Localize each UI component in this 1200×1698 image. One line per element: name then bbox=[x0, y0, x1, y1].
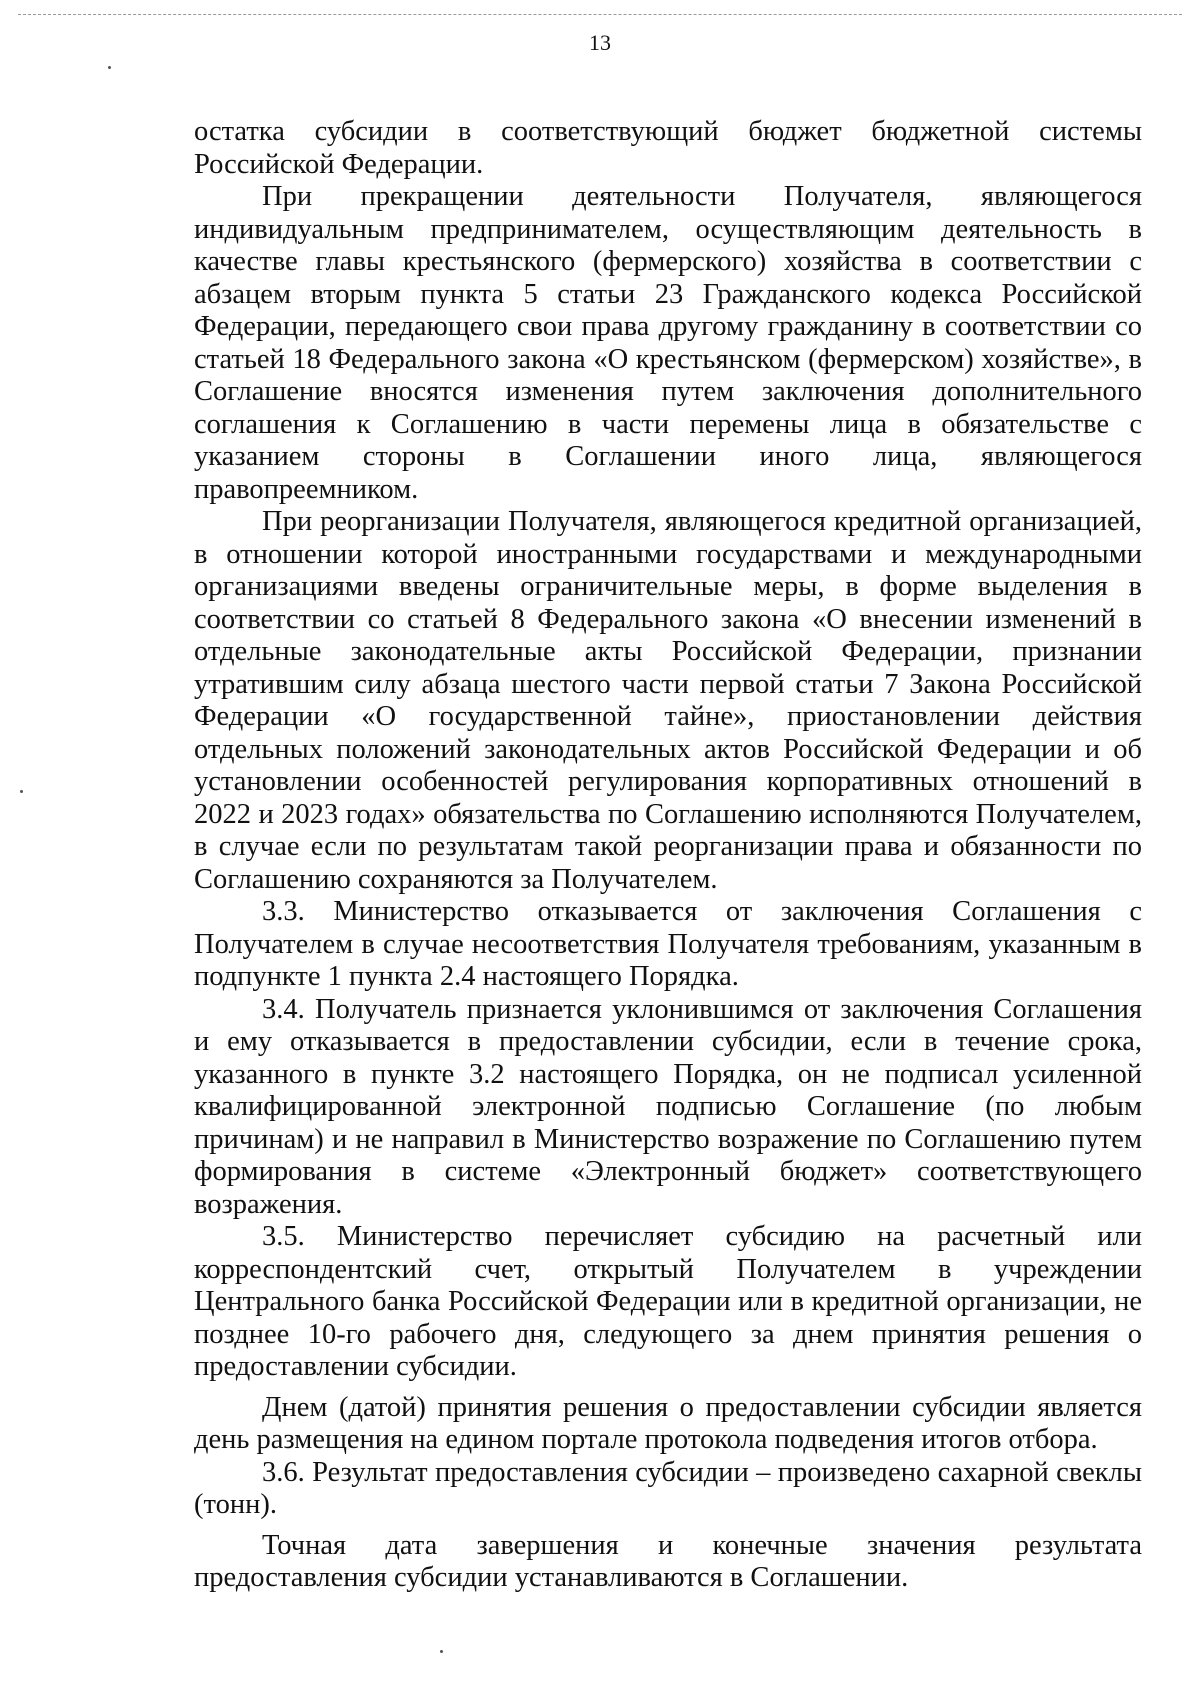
document-body bbox=[194, 116, 1142, 1595]
scan-speck bbox=[108, 66, 111, 69]
scan-speck bbox=[20, 790, 23, 793]
paragraph-3-4: 3.4. Получатель признается уклонившимся от заключения Соглашения и ему отказывается в предоставлении субсидии, если в течение срока, указанного в пункте 3.2 настоящего Порядка, он не подписал усиленной квалифицированной электронной подписью Соглашение (по любым причинам) и не направил в Министерство возражение по Соглашению путем формирования в системе «Электронный бюджет» соответствующего возражения. bbox=[194, 993, 1142, 1220]
page-number: 13 bbox=[589, 30, 611, 55]
paragraph-decision-date: Днем (датой) принятия решения о предоставлении субсидии является день размещения на едином портале протокола подведения итогов отбора. bbox=[194, 1391, 1142, 1455]
paragraph-3-5: 3.5. Министерство перечисляет субсидию на расчетный или корреспондентский счет, открытый Получателем в учреждении Центрального банка Российской Федерации или в кредитной организации, не позднее 10-го рабочего дня, следующего за днем принятия решения о предоставлении субсидии. bbox=[194, 1221, 1142, 1382]
paragraph-reorganization: При реорганизации Получателя, являющегося кредитной организацией, в отношении которой иностранными государствами и международными организациями введены ограничительные меры, в форме выделения в соответствии со статьей 8 Федерального закона «О внесении изменений в отдельные законодательные акты Российской Федерации, признании утратившим силу абзаца шестого части первой статьи 7 Закона Российской Федерации «О государственной тайне», приостановлении действия отдельных положений законодательных актов Российской Федерации и об установлении особенностей регулирования корпоративных отношений в 2022 и 2023 годах» обязательства по Соглашению исполняются Получателем, в случае если по результатам такой реорганизации права и обязанности по Соглашению сохраняются за Получателем. bbox=[194, 506, 1142, 895]
paragraph-termination-of-activity: При прекращении деятельности Получателя, являющегося индивидуальным предпринимателем, осуществляющим деятельность в качестве главы крестьянского (фермерского) хозяйства в соответствии с абзацем вторым пункта 5 статьи 23 Гражданского кодекса Российской Федерации, передающего свои права другому гражданину в соответствии со статьей 18 Федерального закона «О крестьянском (фермерском) хозяйстве», в Соглашение вносятся изменения путем заключения дополнительного соглашения к Соглашению в части перемены лица в обязательстве с указанием стороны в Соглашении иного лица, являющегося правопреемником. bbox=[194, 181, 1142, 505]
paragraph-exact-date: Точная дата завершения и конечные значения результата предоставления субсидии устанавливаются в Соглашении. bbox=[194, 1529, 1142, 1593]
paragraph-continuation: остатка субсидии в соответствующий бюджет бюджетной системы Российской Федерации. bbox=[194, 116, 1142, 180]
paragraph-3-6: 3.6. Результат предоставления субсидии – произведено сахарной свеклы (тонн). bbox=[194, 1456, 1142, 1520]
scan-edge-line bbox=[18, 14, 1182, 15]
scan-speck bbox=[440, 1650, 443, 1653]
paragraph-3-3: 3.3. Министерство отказывается от заключения Соглашения с Получателем в случае несоответствия Получателя требованиям, указанным в подпункте 1 пункта 2.4 настоящего Порядка. bbox=[194, 896, 1142, 992]
